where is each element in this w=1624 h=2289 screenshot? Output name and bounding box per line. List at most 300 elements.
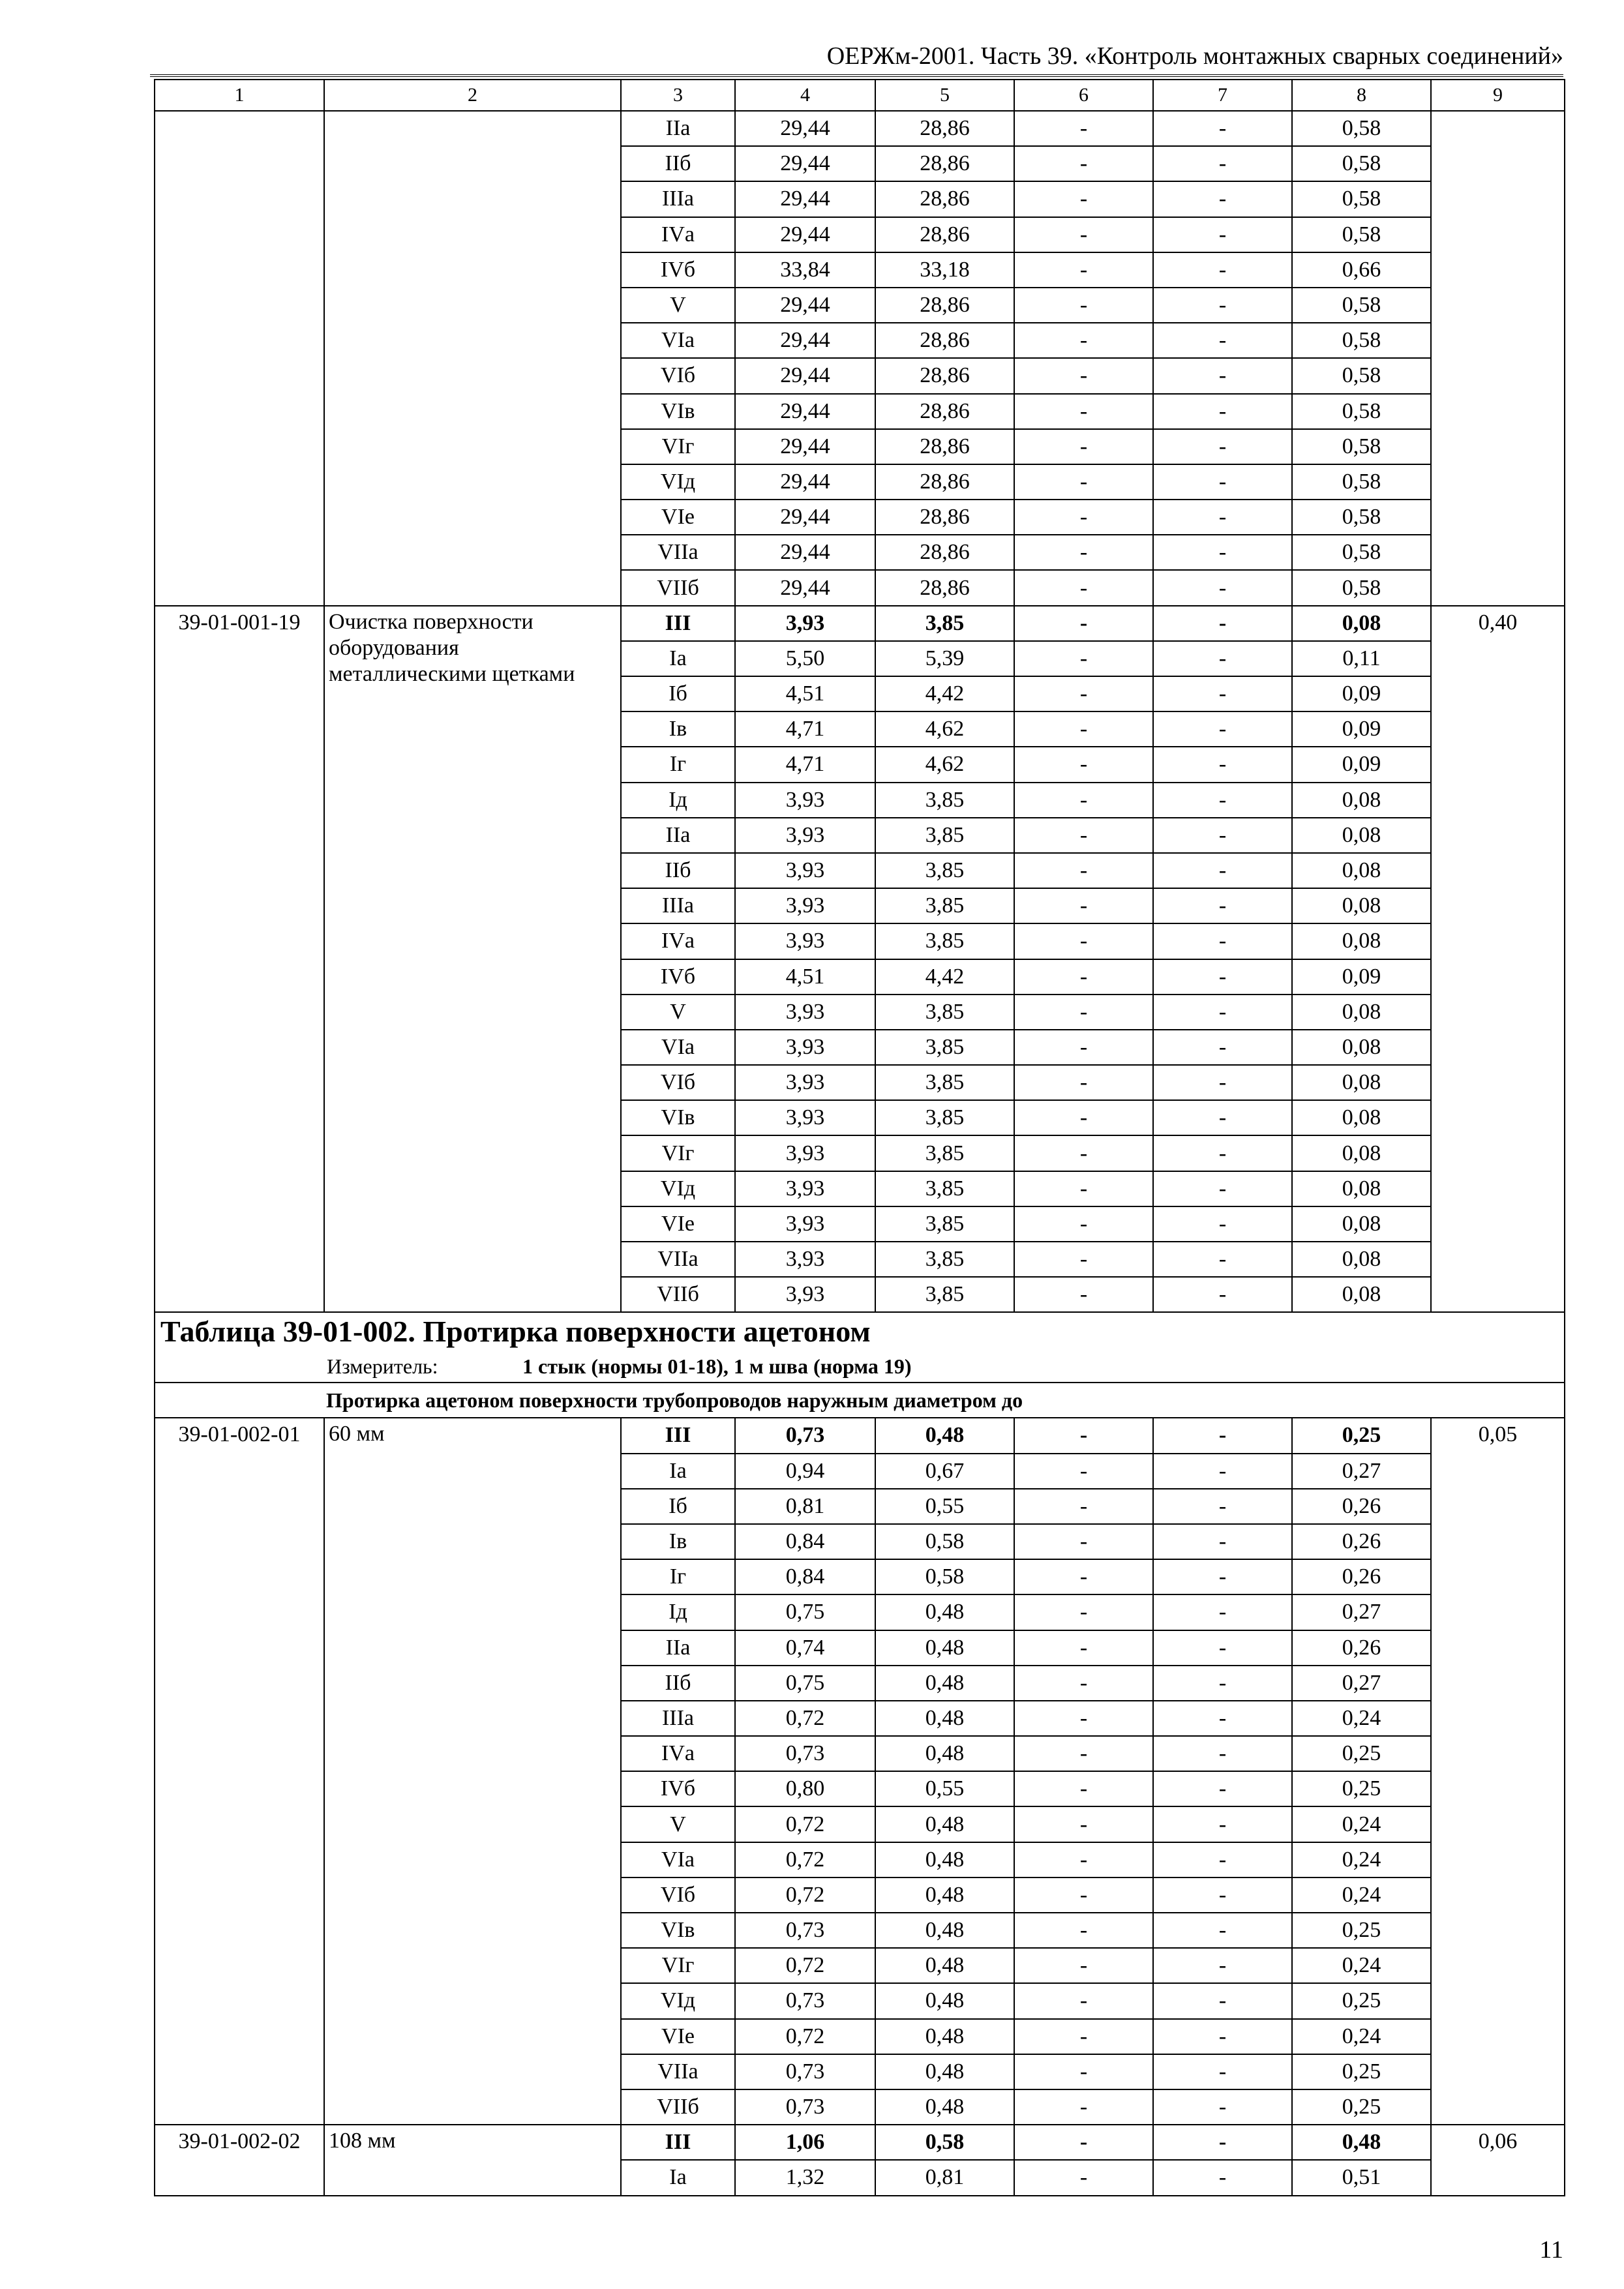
- col9-value: 0,40: [1431, 606, 1565, 1313]
- col7-value: -: [1153, 641, 1292, 676]
- zone-cell: III: [621, 1418, 735, 1453]
- col7-value: -: [1153, 2054, 1292, 2089]
- col7-value: -: [1153, 1771, 1292, 1806]
- zone-cell: IIIа: [621, 888, 735, 923]
- col8-value: 0,26: [1292, 1524, 1431, 1559]
- norm-description: 108 мм: [324, 2125, 621, 2195]
- col4-value: 0,72: [735, 2019, 875, 2054]
- zone-cell: IVб: [621, 1771, 735, 1806]
- col5-value: 0,48: [875, 1983, 1014, 2018]
- col6-value: -: [1014, 535, 1153, 570]
- page-header: ОЕРЖм-2001. Часть 39. «Контроль монтажных сварных соединений»: [150, 38, 1563, 77]
- col5-value: 4,62: [875, 711, 1014, 747]
- zone-cell: VIIб: [621, 570, 735, 605]
- col6-value: -: [1014, 1418, 1153, 1453]
- zone-cell: VIд: [621, 1171, 735, 1206]
- col4-value: 3,93: [735, 1135, 875, 1171]
- col5-value: 28,86: [875, 288, 1014, 323]
- col4-value: 0,72: [735, 1948, 875, 1983]
- col6-value: -: [1014, 394, 1153, 429]
- col6-value: -: [1014, 1948, 1153, 1983]
- zone-cell: VIв: [621, 394, 735, 429]
- col4-value: 0,73: [735, 2054, 875, 2089]
- col5-value: 3,85: [875, 1277, 1014, 1312]
- col4-value: 0,80: [735, 1771, 875, 1806]
- col5-value: 28,86: [875, 217, 1014, 252]
- col7-value: -: [1153, 1913, 1292, 1948]
- col7-value: -: [1153, 288, 1292, 323]
- table-row: [155, 2125, 1565, 2160]
- col4-value: 29,44: [735, 323, 875, 358]
- col8-value: 0,58: [1292, 535, 1431, 570]
- col7-value: -: [1153, 923, 1292, 959]
- col6-value: -: [1014, 1630, 1153, 1666]
- col8-value: 0,08: [1292, 995, 1431, 1030]
- col6-value: -: [1014, 1065, 1153, 1100]
- zone-cell: VIд: [621, 1983, 735, 2018]
- col4-value: 3,93: [735, 1100, 875, 1135]
- col8-value: 0,09: [1292, 747, 1431, 782]
- col8-value: 0,08: [1292, 1100, 1431, 1135]
- col7-value: -: [1153, 995, 1292, 1030]
- col5-value: 28,86: [875, 146, 1014, 181]
- col6-value: -: [1014, 676, 1153, 711]
- col5-value: 33,18: [875, 252, 1014, 288]
- col5-value: 0,48: [875, 1736, 1014, 1771]
- col7-value: -: [1153, 1666, 1292, 1701]
- zone-cell: VIе: [621, 500, 735, 535]
- col6-value: -: [1014, 783, 1153, 818]
- zone-cell: VIб: [621, 1065, 735, 1100]
- col8-value: 0,08: [1292, 1030, 1431, 1065]
- col6-value: -: [1014, 995, 1153, 1030]
- zone-cell: Iв: [621, 711, 735, 747]
- col5-value: 3,85: [875, 1100, 1014, 1135]
- zone-cell: IVб: [621, 252, 735, 288]
- col4-value: 29,44: [735, 394, 875, 429]
- col9-value: 0,05: [1431, 1418, 1565, 2125]
- col8-value: 0,09: [1292, 959, 1431, 995]
- col4-value: 0,81: [735, 1489, 875, 1524]
- col4-value: 4,71: [735, 747, 875, 782]
- table-title: Таблица 39-01-002. Протирка поверхности ацетоном: [155, 1312, 1565, 1351]
- col7-value: -: [1153, 1171, 1292, 1206]
- col8-value: 0,58: [1292, 288, 1431, 323]
- zone-cell: VIв: [621, 1913, 735, 1948]
- col4-value: 0,94: [735, 1454, 875, 1489]
- col6-value: -: [1014, 1983, 1153, 2018]
- col5-value: 3,85: [875, 853, 1014, 888]
- col8-value: 0,58: [1292, 146, 1431, 181]
- col8-value: 0,08: [1292, 1171, 1431, 1206]
- col5-value: 3,85: [875, 1171, 1014, 1206]
- measure-value: 1 стык (нормы 01-18), 1 м шва (норма 19): [522, 1354, 912, 1379]
- col6-value: -: [1014, 2089, 1153, 2125]
- col5-value: 3,85: [875, 1206, 1014, 1242]
- col5-value: 3,85: [875, 888, 1014, 923]
- col7-value: -: [1153, 747, 1292, 782]
- col9-value: 0,06: [1431, 2125, 1565, 2195]
- col6-value: -: [1014, 429, 1153, 464]
- col6-value: -: [1014, 1489, 1153, 1524]
- col4-value: 1,06: [735, 2125, 875, 2160]
- zone-cell: VIIб: [621, 2089, 735, 2125]
- col6-value: -: [1014, 1666, 1153, 1701]
- col6-value: -: [1014, 1242, 1153, 1277]
- col8-value: 0,27: [1292, 1454, 1431, 1489]
- col8-value: 0,25: [1292, 1771, 1431, 1806]
- norms-table: [154, 79, 1565, 2196]
- zone-cell: Iг: [621, 747, 735, 782]
- col8-value: 0,08: [1292, 606, 1431, 641]
- zone-cell: VIе: [621, 2019, 735, 2054]
- col6-value: -: [1014, 2054, 1153, 2089]
- col4-value: 0,84: [735, 1524, 875, 1559]
- zone-cell: IVа: [621, 923, 735, 959]
- col4-value: 5,50: [735, 641, 875, 676]
- norm-code: 39-01-002-02: [155, 2125, 324, 2195]
- col5-value: 4,42: [875, 676, 1014, 711]
- col5-value: 0,48: [875, 2089, 1014, 2125]
- col7-value: -: [1153, 1524, 1292, 1559]
- col5-value: 4,42: [875, 959, 1014, 995]
- measure-line: [155, 1351, 1565, 1383]
- col4-value: 29,44: [735, 181, 875, 217]
- col8-value: 0,08: [1292, 923, 1431, 959]
- col6-value: -: [1014, 711, 1153, 747]
- zone-cell: VIIа: [621, 1242, 735, 1277]
- zone-cell: IIIа: [621, 181, 735, 217]
- col7-value: -: [1153, 818, 1292, 853]
- page-number: 11: [1539, 2236, 1563, 2264]
- col7-value: -: [1153, 1030, 1292, 1065]
- zone-cell: Iг: [621, 1559, 735, 1594]
- col5-value: 28,86: [875, 500, 1014, 535]
- col7-value: -: [1153, 181, 1292, 217]
- col7-value: -: [1153, 606, 1292, 641]
- col6-value: -: [1014, 2019, 1153, 2054]
- col4-value: 0,75: [735, 1666, 875, 1701]
- column-number: 9: [1431, 80, 1565, 111]
- col6-value: -: [1014, 888, 1153, 923]
- zone-cell: Iв: [621, 1524, 735, 1559]
- col6-value: -: [1014, 181, 1153, 217]
- col7-value: -: [1153, 217, 1292, 252]
- col6-value: -: [1014, 217, 1153, 252]
- col6-value: -: [1014, 1030, 1153, 1065]
- col7-value: -: [1153, 1878, 1292, 1913]
- table-row: [155, 606, 1565, 641]
- zone-cell: VIIа: [621, 2054, 735, 2089]
- col4-value: 33,84: [735, 252, 875, 288]
- col8-value: 0,25: [1292, 1736, 1431, 1771]
- col6-value: -: [1014, 923, 1153, 959]
- col4-value: 3,93: [735, 888, 875, 923]
- col7-value: -: [1153, 959, 1292, 995]
- col4-value: 29,44: [735, 146, 875, 181]
- column-number: 1: [155, 80, 324, 111]
- col4-value: 0,72: [735, 1878, 875, 1913]
- column-number: 5: [875, 80, 1014, 111]
- col8-value: 0,24: [1292, 1806, 1431, 1842]
- col8-value: 0,58: [1292, 323, 1431, 358]
- table-row: [155, 111, 1565, 146]
- col8-value: 0,24: [1292, 1878, 1431, 1913]
- col4-value: 0,73: [735, 1418, 875, 1453]
- col8-value: 0,08: [1292, 783, 1431, 818]
- col5-value: 0,55: [875, 1771, 1014, 1806]
- col7-value: -: [1153, 853, 1292, 888]
- zone-cell: IIIа: [621, 1701, 735, 1736]
- col8-value: 0,25: [1292, 1913, 1431, 1948]
- col7-value: -: [1153, 535, 1292, 570]
- col8-value: 0,58: [1292, 358, 1431, 393]
- zone-cell: VIа: [621, 1842, 735, 1878]
- zone-cell: V: [621, 995, 735, 1030]
- col4-value: 29,44: [735, 570, 875, 605]
- col8-value: 0,11: [1292, 641, 1431, 676]
- col8-value: 0,58: [1292, 217, 1431, 252]
- column-number: 4: [735, 80, 875, 111]
- col7-value: -: [1153, 2160, 1292, 2195]
- zone-cell: VIа: [621, 1030, 735, 1065]
- col6-value: -: [1014, 288, 1153, 323]
- col4-value: 0,84: [735, 1559, 875, 1594]
- col6-value: -: [1014, 853, 1153, 888]
- col4-value: 0,73: [735, 1913, 875, 1948]
- col5-value: 28,86: [875, 111, 1014, 146]
- zone-cell: VIг: [621, 1135, 735, 1171]
- zone-cell: VIб: [621, 1878, 735, 1913]
- col7-value: -: [1153, 1736, 1292, 1771]
- col6-value: -: [1014, 1454, 1153, 1489]
- col6-value: -: [1014, 358, 1153, 393]
- zone-cell: Iб: [621, 676, 735, 711]
- col8-value: 0,27: [1292, 1666, 1431, 1701]
- col8-value: 0,25: [1292, 2054, 1431, 2089]
- col8-value: 0,08: [1292, 888, 1431, 923]
- col5-value: 0,48: [875, 1630, 1014, 1666]
- col6-value: -: [1014, 323, 1153, 358]
- col5-value: 28,86: [875, 570, 1014, 605]
- col8-value: 0,58: [1292, 429, 1431, 464]
- col8-value: 0,26: [1292, 1559, 1431, 1594]
- col5-value: 5,39: [875, 641, 1014, 676]
- col5-value: 0,67: [875, 1454, 1014, 1489]
- column-number-row: [155, 80, 1565, 111]
- col8-value: 0,08: [1292, 1277, 1431, 1312]
- col6-value: -: [1014, 1524, 1153, 1559]
- col6-value: -: [1014, 252, 1153, 288]
- col6-value: -: [1014, 641, 1153, 676]
- col6-value: -: [1014, 570, 1153, 605]
- empty-cell: [155, 111, 324, 606]
- zone-cell: Iа: [621, 641, 735, 676]
- col6-value: -: [1014, 1206, 1153, 1242]
- col6-value: -: [1014, 1171, 1153, 1206]
- col7-value: -: [1153, 358, 1292, 393]
- col8-value: 0,08: [1292, 818, 1431, 853]
- col8-value: 0,08: [1292, 853, 1431, 888]
- col4-value: 29,44: [735, 429, 875, 464]
- col4-value: 3,93: [735, 1171, 875, 1206]
- col4-value: 0,74: [735, 1630, 875, 1666]
- col5-value: 28,86: [875, 394, 1014, 429]
- col4-value: 0,72: [735, 1806, 875, 1842]
- col6-value: -: [1014, 1701, 1153, 1736]
- table-row: [155, 1418, 1565, 1453]
- col7-value: -: [1153, 464, 1292, 500]
- zone-cell: VIг: [621, 429, 735, 464]
- norm-description: 60 мм: [324, 1418, 621, 2125]
- col8-value: 0,24: [1292, 1701, 1431, 1736]
- col4-value: 3,93: [735, 1206, 875, 1242]
- col5-value: 3,85: [875, 1065, 1014, 1100]
- col5-value: 3,85: [875, 923, 1014, 959]
- col4-value: 29,44: [735, 358, 875, 393]
- col5-value: 0,81: [875, 2160, 1014, 2195]
- col8-value: 0,24: [1292, 1842, 1431, 1878]
- col8-value: 0,58: [1292, 500, 1431, 535]
- zone-cell: V: [621, 1806, 735, 1842]
- column-number: 2: [324, 80, 621, 111]
- col4-value: 29,44: [735, 111, 875, 146]
- zone-cell: VIд: [621, 464, 735, 500]
- col7-value: -: [1153, 252, 1292, 288]
- col5-value: 28,86: [875, 358, 1014, 393]
- col6-value: -: [1014, 1842, 1153, 1878]
- col4-value: 3,93: [735, 1065, 875, 1100]
- col7-value: -: [1153, 888, 1292, 923]
- zone-cell: Iа: [621, 2160, 735, 2195]
- col4-value: 0,72: [735, 1842, 875, 1878]
- col8-value: 0,58: [1292, 111, 1431, 146]
- zone-cell: VIв: [621, 1100, 735, 1135]
- zone-cell: VIIб: [621, 1277, 735, 1312]
- col7-value: -: [1153, 2125, 1292, 2160]
- col4-value: 1,32: [735, 2160, 875, 2195]
- zone-cell: VIг: [621, 1948, 735, 1983]
- col7-value: -: [1153, 2019, 1292, 2054]
- col5-value: 0,48: [875, 1948, 1014, 1983]
- col6-value: -: [1014, 2125, 1153, 2160]
- col5-value: 3,85: [875, 1135, 1014, 1171]
- col5-value: 0,48: [875, 1701, 1014, 1736]
- col7-value: -: [1153, 1489, 1292, 1524]
- col7-value: -: [1153, 1842, 1292, 1878]
- col7-value: -: [1153, 1100, 1292, 1135]
- col8-value: 0,58: [1292, 394, 1431, 429]
- col7-value: -: [1153, 570, 1292, 605]
- col8-value: 0,26: [1292, 1630, 1431, 1666]
- col5-value: 28,86: [875, 429, 1014, 464]
- col6-value: -: [1014, 606, 1153, 641]
- col8-value: 0,27: [1292, 1594, 1431, 1630]
- col4-value: 0,73: [735, 1736, 875, 1771]
- col8-value: 0,66: [1292, 252, 1431, 288]
- col4-value: 3,93: [735, 923, 875, 959]
- col7-value: -: [1153, 783, 1292, 818]
- col7-value: -: [1153, 111, 1292, 146]
- zone-cell: Iд: [621, 1594, 735, 1630]
- col8-value: 0,08: [1292, 1206, 1431, 1242]
- col6-value: -: [1014, 1771, 1153, 1806]
- col8-value: 0,58: [1292, 570, 1431, 605]
- col5-value: 0,58: [875, 2125, 1014, 2160]
- col6-value: -: [1014, 1806, 1153, 1842]
- col7-value: -: [1153, 1630, 1292, 1666]
- col7-value: -: [1153, 146, 1292, 181]
- col5-value: 0,48: [875, 1878, 1014, 1913]
- zone-cell: IIа: [621, 1630, 735, 1666]
- col7-value: -: [1153, 1135, 1292, 1171]
- zone-cell: IIб: [621, 1666, 735, 1701]
- col7-value: -: [1153, 676, 1292, 711]
- zone-cell: VIе: [621, 1206, 735, 1242]
- zone-cell: V: [621, 288, 735, 323]
- col4-value: 4,51: [735, 676, 875, 711]
- col8-value: 0,08: [1292, 1242, 1431, 1277]
- col8-value: 0,51: [1292, 2160, 1431, 2195]
- col4-value: 3,93: [735, 606, 875, 641]
- col7-value: -: [1153, 1594, 1292, 1630]
- empty-cell: [1431, 111, 1565, 606]
- col4-value: 29,44: [735, 500, 875, 535]
- col4-value: 3,93: [735, 1242, 875, 1277]
- col4-value: 29,44: [735, 535, 875, 570]
- col8-value: 0,09: [1292, 711, 1431, 747]
- col5-value: 28,86: [875, 323, 1014, 358]
- col6-value: -: [1014, 464, 1153, 500]
- col8-value: 0,24: [1292, 1948, 1431, 1983]
- col7-value: -: [1153, 711, 1292, 747]
- col5-value: 0,48: [875, 1594, 1014, 1630]
- col5-value: 0,58: [875, 1524, 1014, 1559]
- col6-value: -: [1014, 1277, 1153, 1312]
- col4-value: 0,73: [735, 2089, 875, 2125]
- col5-value: 3,85: [875, 995, 1014, 1030]
- col5-value: 3,85: [875, 606, 1014, 641]
- column-number: 3: [621, 80, 735, 111]
- zone-cell: III: [621, 2125, 735, 2160]
- col6-value: -: [1014, 818, 1153, 853]
- column-number: 6: [1014, 80, 1153, 111]
- col7-value: -: [1153, 1559, 1292, 1594]
- group-subheading: Протирка ацетоном поверхности трубопроводов наружным диаметром до: [155, 1383, 1565, 1418]
- col6-value: -: [1014, 1594, 1153, 1630]
- col5-value: 0,48: [875, 1806, 1014, 1842]
- col8-value: 0,25: [1292, 2089, 1431, 2125]
- zone-cell: IIа: [621, 818, 735, 853]
- col7-value: -: [1153, 1065, 1292, 1100]
- empty-cell: [324, 111, 621, 606]
- col8-value: 0,08: [1292, 1065, 1431, 1100]
- col5-value: 0,58: [875, 1559, 1014, 1594]
- norm-code: 39-01-002-01: [155, 1418, 324, 2125]
- col4-value: 0,72: [735, 1701, 875, 1736]
- col5-value: 3,85: [875, 783, 1014, 818]
- col7-value: -: [1153, 1277, 1292, 1312]
- col4-value: 0,75: [735, 1594, 875, 1630]
- col5-value: 0,48: [875, 1913, 1014, 1948]
- col4-value: 29,44: [735, 464, 875, 500]
- col6-value: -: [1014, 747, 1153, 782]
- col7-value: -: [1153, 2089, 1292, 2125]
- col7-value: -: [1153, 1983, 1292, 2018]
- col8-value: 0,58: [1292, 464, 1431, 500]
- col6-value: -: [1014, 111, 1153, 146]
- zone-cell: Iа: [621, 1454, 735, 1489]
